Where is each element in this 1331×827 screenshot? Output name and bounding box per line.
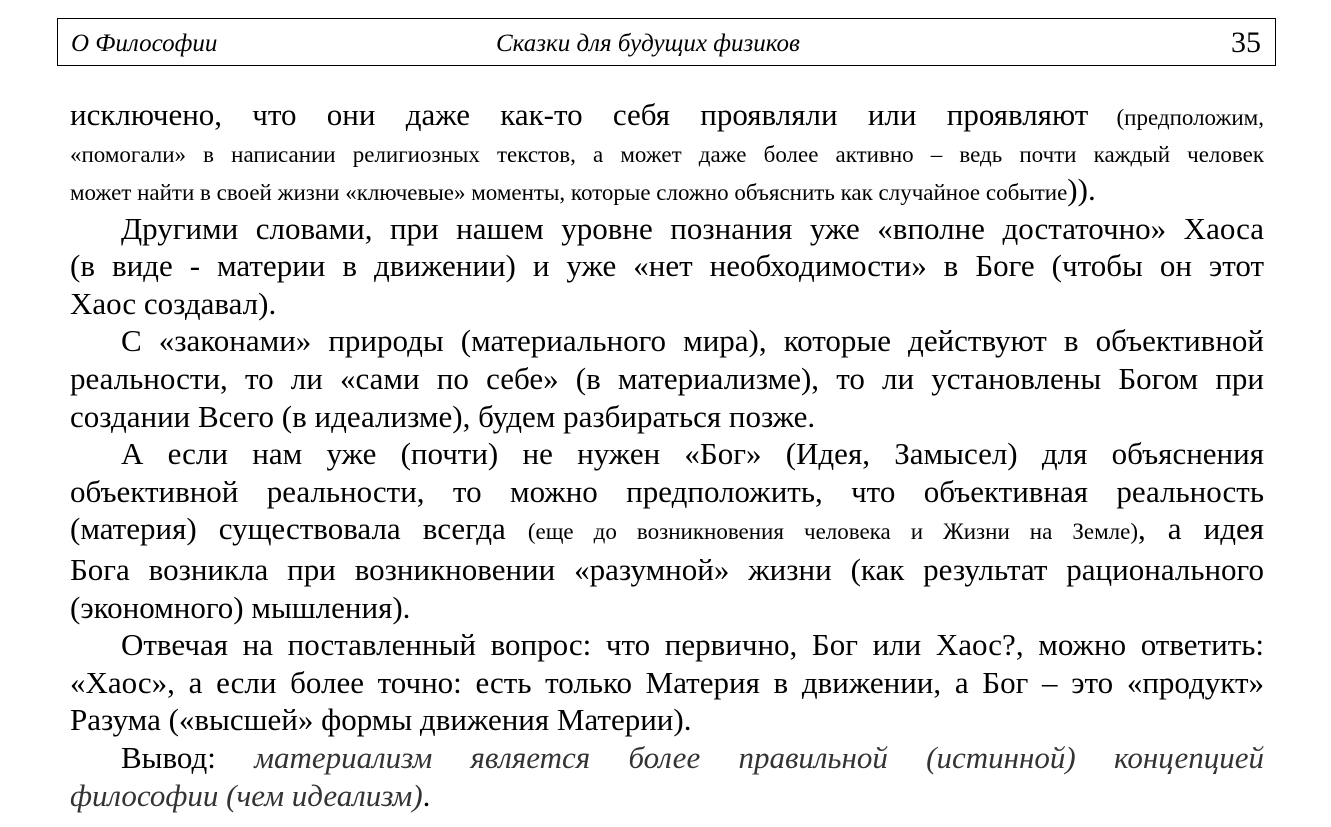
text-line [70, 172, 1264, 210]
conclusion-text: философии (чем идеализм) [70, 777, 423, 813]
text-line: Хаос создавал). [70, 285, 277, 321]
text-span: (еще до возникновения человека и Жизни на Земле) [527, 519, 1138, 545]
text-span: , а идея [1138, 511, 1264, 547]
text-span: (предположим, [1088, 105, 1264, 130]
text-line: Другими словами, при нашем уровне познания уже «вполне достаточно» Хаоса [121, 210, 1264, 246]
paragraph-3 [70, 322, 1264, 435]
conclusion-text: материализм является более правильной (истинной) концепцией [215, 739, 1264, 775]
paragraph-2 [70, 210, 1264, 323]
text-line: «Хаос», а если более точно: есть только Материя в движении, а Бог – это «продукт» [70, 664, 1264, 700]
text-line [70, 777, 1264, 815]
text-line: «помогали» в написании религиозных текстов, а может даже более активно – ведь почти каждый человек [70, 141, 1264, 167]
text-span: )). [1067, 171, 1096, 207]
text-line: Отвечая на поставленный вопрос: что первично, Бог или Хаос?, можно ответить: [121, 627, 1264, 663]
text-line: А если нам уже (почти) не нужен «Бог» (Идея, Замысел) для объяснения [121, 436, 1264, 472]
text-span: . [422, 777, 431, 813]
conclusion-label: Вывод: [121, 739, 216, 775]
text-span: (материя) существовала всегда [70, 511, 528, 547]
text-line: создании Всего (в идеализме), будем разбираться позже. [70, 398, 816, 434]
text-line: объективной реальности, то можно предположить, что объективная реальность [70, 473, 1264, 509]
page-number: 35 [1231, 26, 1261, 59]
text-line [70, 96, 1264, 137]
header-book-title: Сказки для будущих физиков [496, 30, 800, 57]
page-header [57, 18, 1276, 66]
text-line: С «законами» природы (материального мира), которые действуют в объективной [121, 323, 1264, 359]
text-line: Разума («высшей» формы движения Материи). [70, 702, 692, 738]
paragraph-1 [70, 96, 1264, 210]
paragraph-4 [70, 435, 1264, 626]
text-line: Бога возникла при возникновении «разумной» жизни (как результат рационального [70, 551, 1264, 587]
text-span: исключено, что они даже как-то себя проявляли или проявляют [70, 97, 1089, 132]
text-line: реальности, то ли «сами по себе» (в материализме), то ли установлены Богом при [70, 360, 1264, 396]
text-line [70, 739, 1264, 777]
text-line [70, 510, 1264, 551]
text-line: (экономного) мышления). [70, 589, 411, 625]
header-section-title: О Философии [71, 30, 218, 57]
page-body [70, 96, 1264, 814]
text-line: (в виде - материи в движении) и уже «нет необходимости» в Боге (чтобы он этот [70, 248, 1264, 284]
paragraph-5 [70, 626, 1264, 739]
text-span: может найти в своей жизни «ключевые» моменты, которые сложно объяснить как случайное событие [70, 179, 1068, 205]
paragraph-conclusion [70, 739, 1264, 814]
